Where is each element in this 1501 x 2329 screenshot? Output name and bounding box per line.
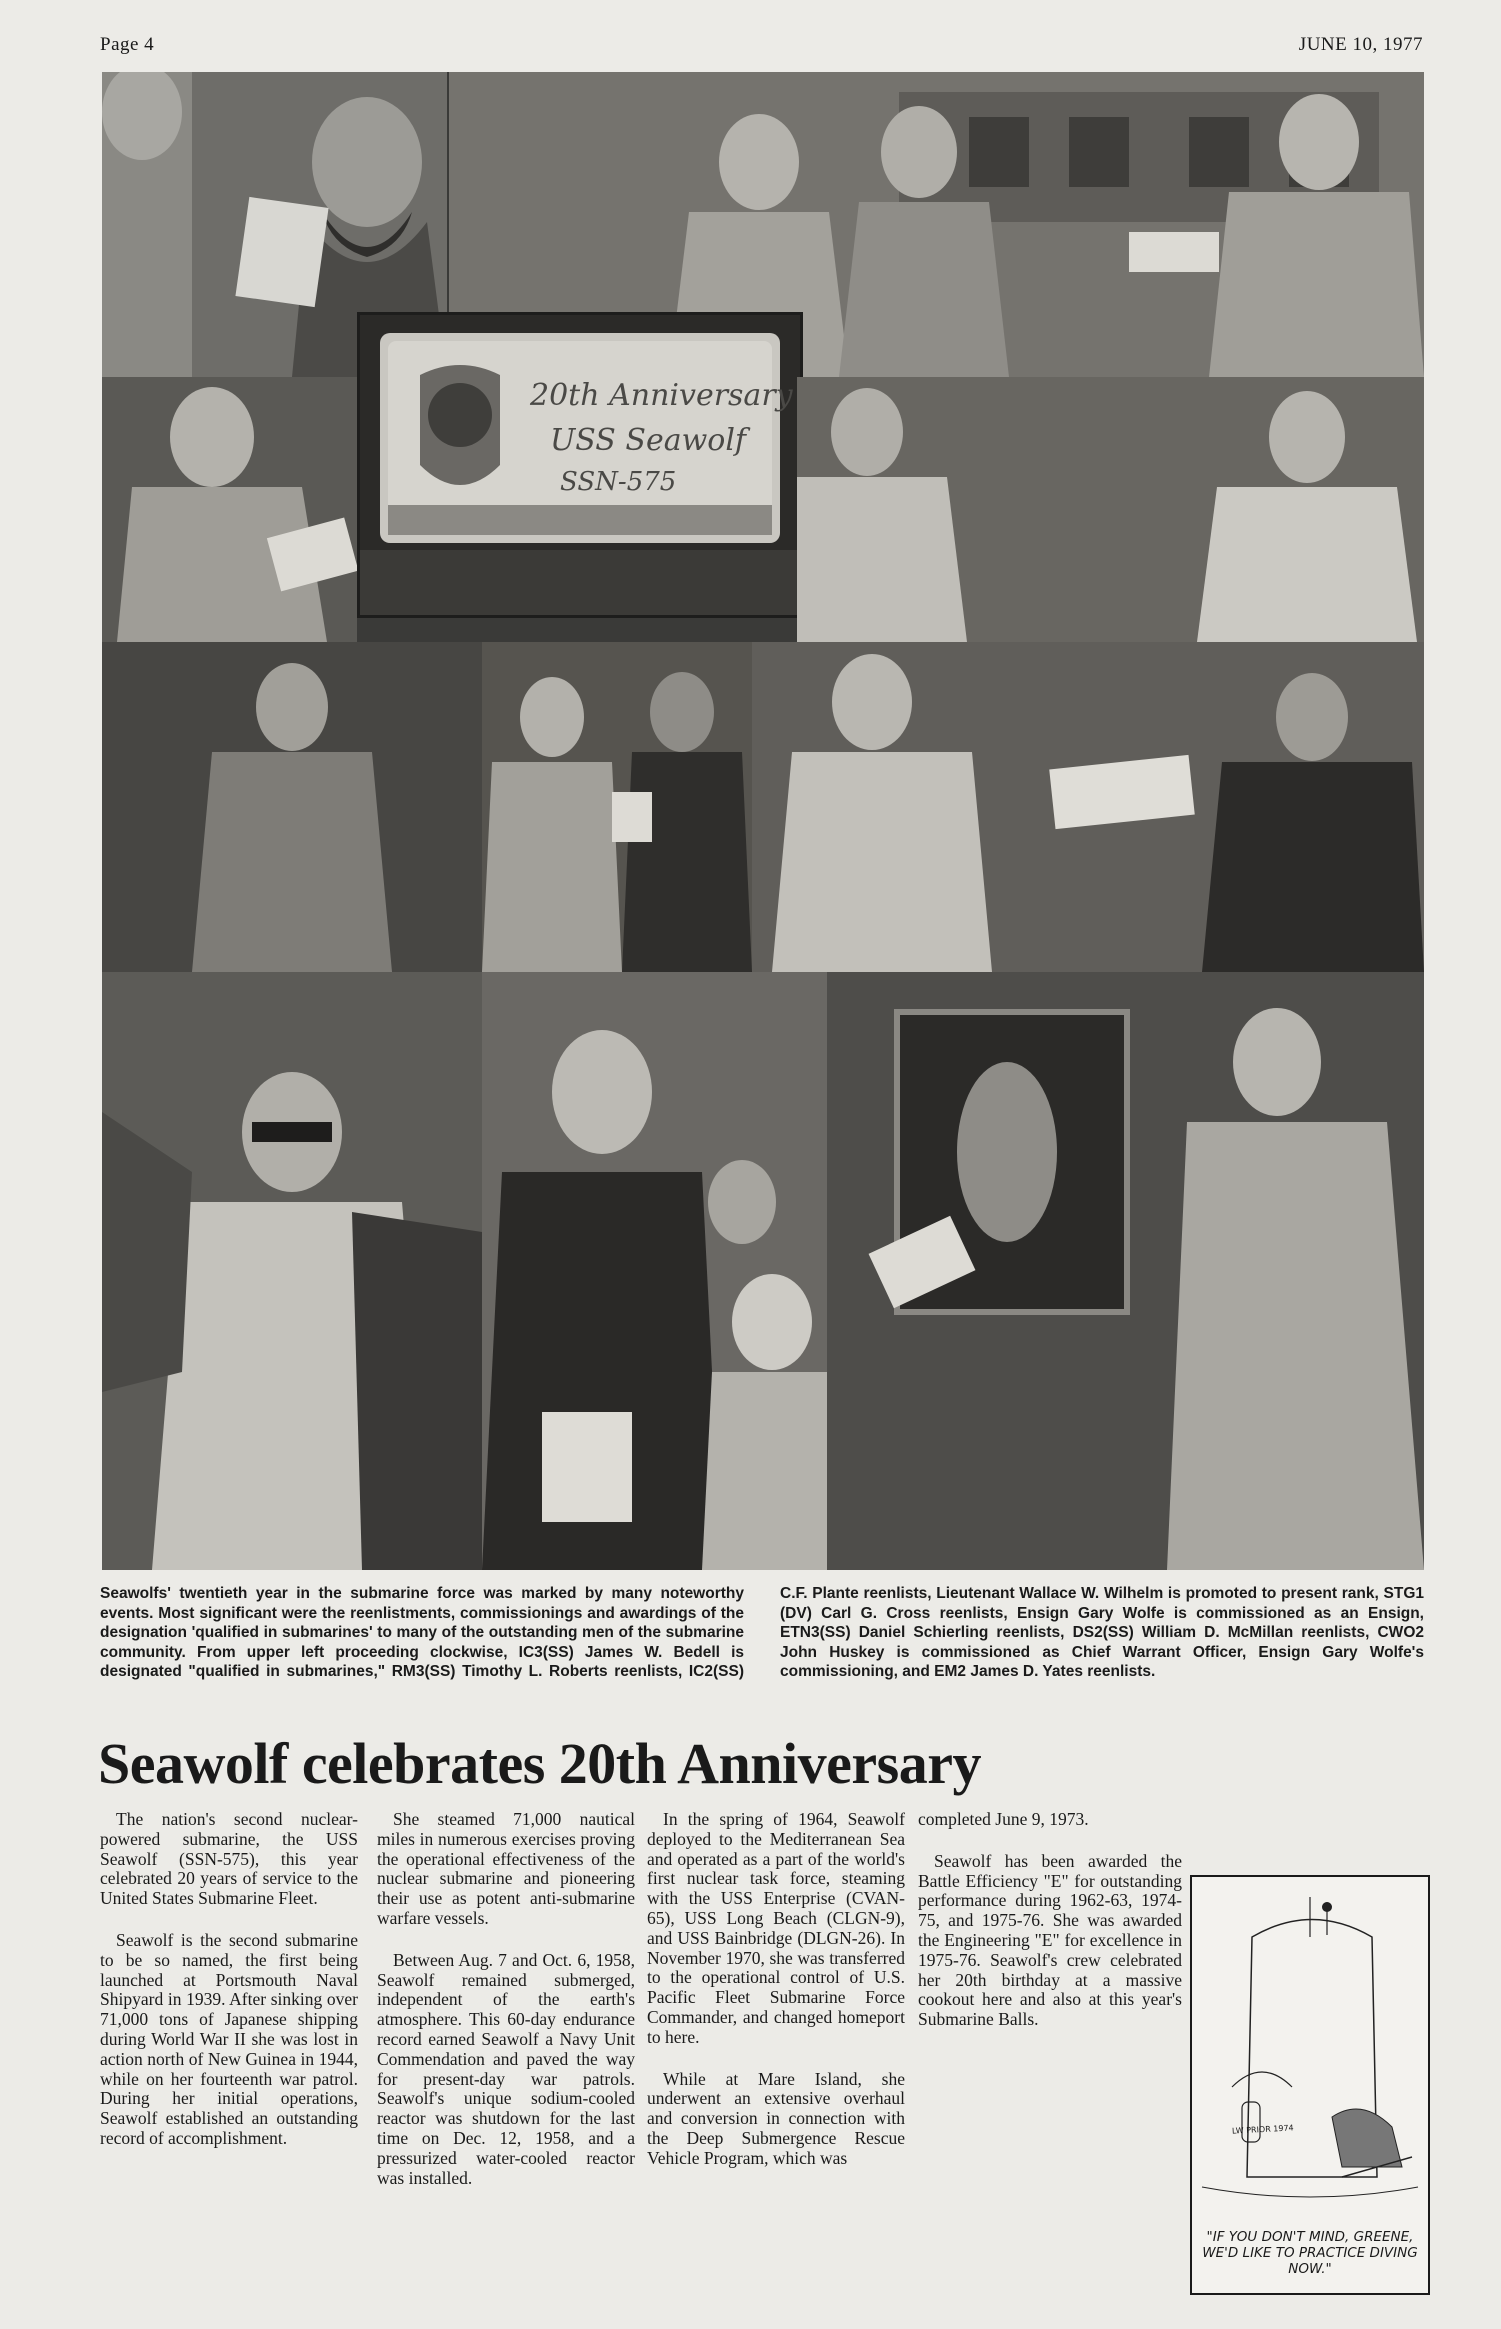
- headline: Seawolf celebrates 20th Anniversary: [98, 1731, 981, 1796]
- cartoon-drawing: [1192, 1877, 1428, 2213]
- photo-group-center: [482, 642, 752, 972]
- photo-pinning-insignia: [102, 972, 482, 1570]
- photo-anniversary-cake: [357, 312, 803, 618]
- paragraph: In the spring of 1964, Seawolf deployed to the Mediterranean Sea and operated as a part of the world's first nuclear task force, steaming with the USS Enterprise (CVAN-65), USS Long Beach (CLGN-9), and USS Bainbridge (DLGN-26). In November 1970, she was transferred to the operational control of U.S. Pacific Fleet Submarine Force Commander, and changed homeport to here.: [647, 1809, 905, 2047]
- paragraph: She steamed 71,000 nautical miles in numerous exercises proving the operational effectiveness of the nuclear submarine and pioneering their use as potent anti-submarine warfare vessels.: [377, 1809, 635, 1928]
- cake-text-3: SSN-575: [560, 467, 677, 497]
- paragraph: Between Aug. 7 and Oct. 6, 1958, Seawolf remained submerged, independent of the earth's atmosphere. This 60-day endurance record earned Seawolf a Navy Unit Commendation and paved the way for present-day war patrols. Seawolf's unique sodium-cooled reactor was shutdown for the last time on Dec. 12, 1958, and a pressurized water-cooled reactor was installed.: [377, 1949, 635, 2188]
- photo-reenlistment-left: [102, 377, 357, 642]
- article-column-3: [647, 1810, 905, 2191]
- article-column-2: [377, 1810, 635, 2210]
- photo-signing-right: [752, 642, 1424, 972]
- article-column-4: [918, 1810, 1182, 2052]
- photo-sailor-center: [102, 642, 482, 972]
- photo-caption: Seawolfs' twentieth year in the submarine force was marked by many noteworthy events. Most significant were the reenlistments, commissionings and awardings of the designation 'qualified in submarines' to many of the outstanding men of the submarine community. From upper left proceeding clockwise, IC3(SS) James W. Bedell is designated "qualified in submarines," RM3(SS) Timothy L. Roberts reenlists, IC2(SS) C.F. Plante reenlists, Lieutenant Wallace W. Wilhelm is promoted to present rank, STG1 (DV) Carl G. Cross reenlists, Ensign Gary Wolfe is commissioned as an Ensign, ETN3(SS) Daniel Schierling reenlists, DS2(SS) William D. McMillan reenlists, CWO2 John Huskey is commissioned as Chief Warrant Officer, Ensign Gary Wolfe's commissioning, and EM2 James D. Yates reenlists.: [100, 1585, 1424, 1680]
- cartoon-credit: LW PRIOR 1974: [1231, 2123, 1294, 2136]
- photo-collage: [102, 72, 1424, 1570]
- cartoon: [1190, 1875, 1430, 2295]
- paragraph: While at Mare Island, she underwent an extensive overhaul and conversion in connection with the Deep Submergence Rescue Vehicle Program, which was: [647, 2068, 905, 2168]
- cartoon-caption: "IF YOU DON'T MIND, GREENE, WE'D LIKE TO PRACTICE DIVING NOW.": [1202, 2229, 1418, 2277]
- paragraph: The nation's second nuclear-powered submarine, the USS Seawolf (SSN-575), this year celebrated 20 years of service to the United States Submarine Fleet.: [100, 1809, 358, 1909]
- issue-date: JUNE 10, 1977: [1298, 34, 1423, 55]
- paragraph: completed June 9, 1973.: [918, 1809, 1089, 1829]
- cake-text-1: 20th Anniversary: [530, 378, 793, 413]
- photo-officers-right: [797, 377, 1424, 642]
- article-column-1: [100, 1810, 358, 2171]
- paragraph: Seawolf has been awarded the Battle Efficiency "E" for outstanding performance during 1962-63, 1974-75, and 1975-76. She was awarded the Engineering "E" for excellence in 1975-76. Seawolf's crew celebrated her 20th birthday at a massive cookout here and also at this year's Submarine Balls.: [918, 1850, 1182, 2030]
- photo-family-with-baby: [482, 972, 827, 1570]
- photo-painting-presentation: [827, 972, 1424, 1570]
- page-number: Page 4: [100, 34, 155, 55]
- cake-text-2: USS Seawolf: [550, 423, 747, 458]
- paragraph: Seawolf is the second submarine to be so named, the first being launched at Portsmouth Naval Shipyard in 1939. After sinking over 71,000 tons of Japanese shipping during World War II she was lost in action north of New Guinea in 1944, while on her fourteenth war patrol. During her initial operations, Seawolf established an outstanding record of accomplishment.: [100, 1929, 358, 2148]
